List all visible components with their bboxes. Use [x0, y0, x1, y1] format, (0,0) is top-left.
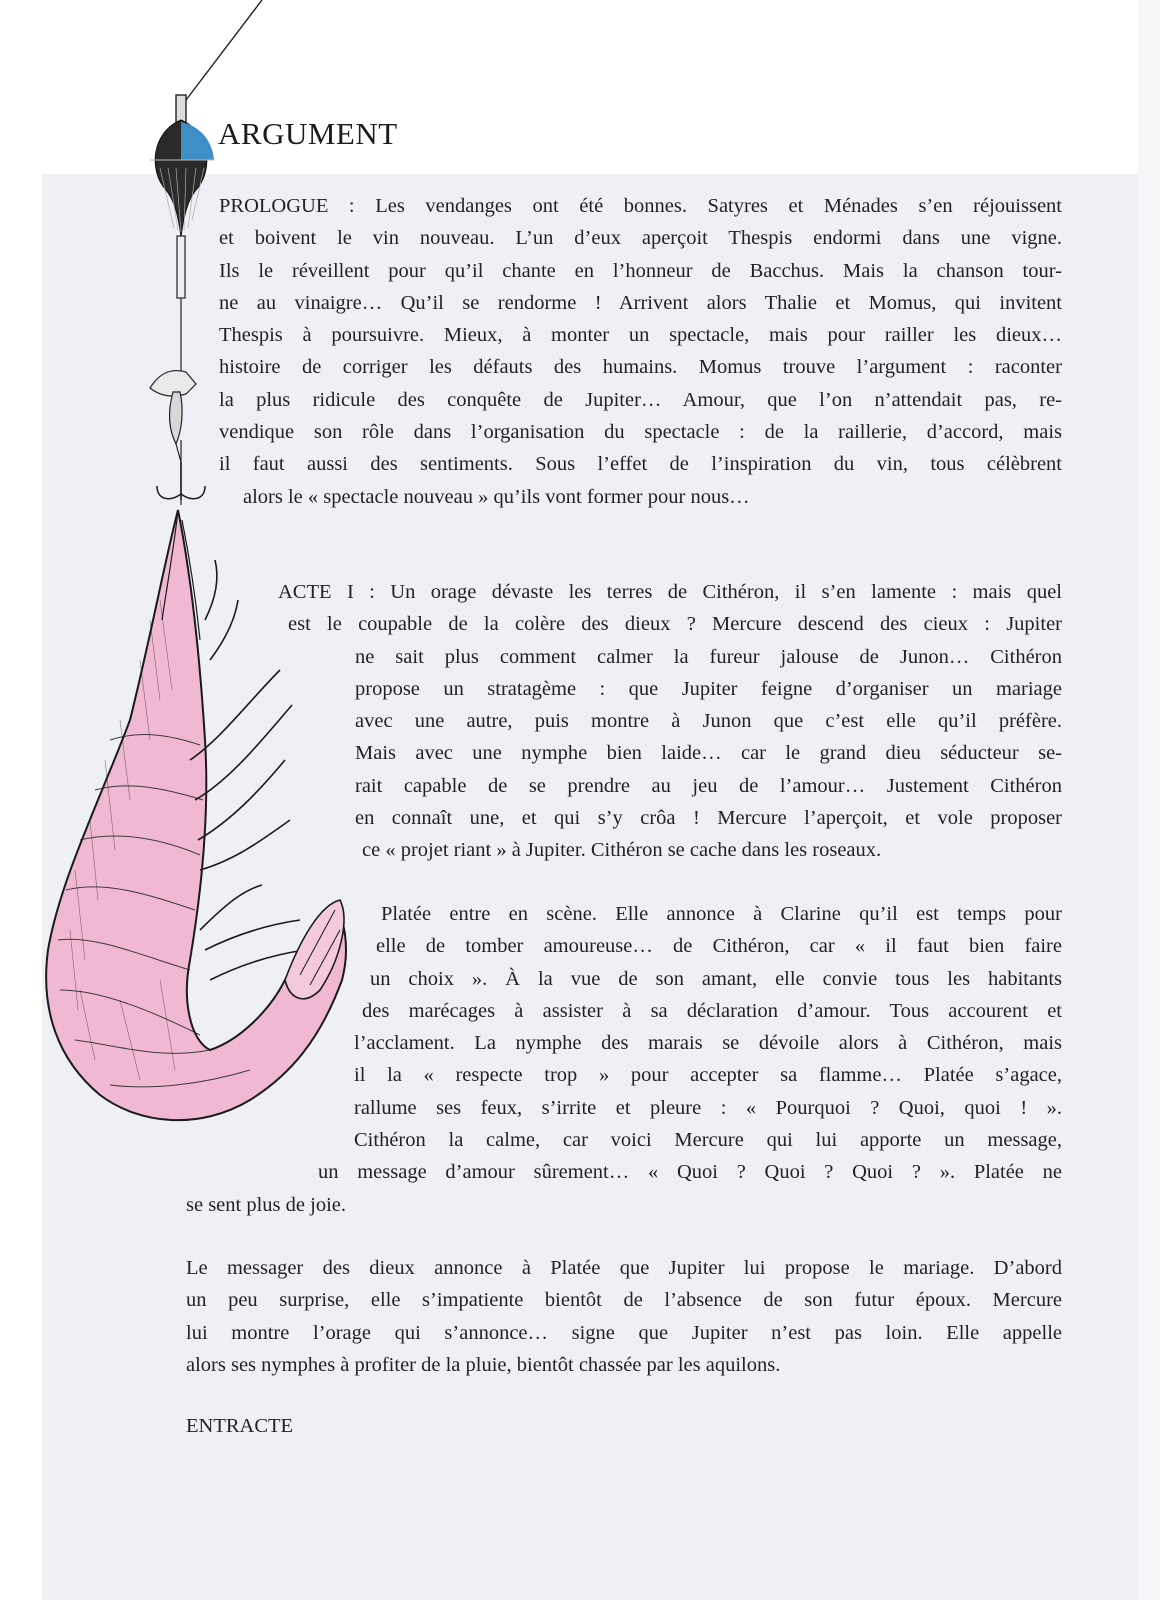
platee-paragraph [186, 898, 1062, 1221]
text-line: il faut aussi des sentiments. Sous l’effet de l’inspiration du vin, tous célèbrent [219, 453, 1062, 476]
text-line: alors le « spectacle nouveau » qu’ils vont former pour nous… [243, 485, 750, 508]
fishing-line-icon [183, 0, 262, 104]
prologue-paragraph [219, 190, 1062, 513]
text-line: Le messager des dieux annonce à Platée que Jupiter lui propose le mariage. D’abord [186, 1257, 1062, 1279]
text-line: ce « projet riant » à Jupiter. Cithéron se cache dans les roseaux. [362, 839, 882, 862]
text-line: est le coupable de la colère des dieux ? Mercure descend des cieux : Jupiter [288, 613, 1062, 636]
page-title: ARGUMENT [218, 116, 398, 151]
text-line: vendique son rôle dans l’organisation du spectacle : de la raillerie, d’accord, mais [219, 421, 1062, 444]
text-line: ne au vinaigre… Qu’il se rendorme ! Arrivent alors Thalie et Momus, qui invitent [219, 291, 1062, 314]
fish-hook-icon [157, 462, 205, 500]
text-line: elle de tomber amoureuse… de Cithéron, car « il faut bien faire [376, 935, 1062, 958]
text-line: un peu surprise, elle s’impatiente bientôt de l’absence de son futur époux. Mercure [186, 1289, 1062, 1312]
text-line: Platée entre en scène. Elle annonce à Clarine qu’il est temps pour [381, 903, 1062, 925]
text-line: Cithéron la calme, car voici Mercure qui lui apporte un message, [354, 1129, 1062, 1152]
text-line: avec une autre, puis montre à Junon que c’est elle qu’il préfère. [355, 710, 1062, 733]
text-line: rait capable de se prendre au jeu de l’amour… Justement Cithéron [355, 774, 1062, 797]
text-line: ACTE I : Un orage dévaste les terres de Cithéron, il s’en lamente : mais quel [278, 581, 1062, 603]
text-line: la plus ridicule des conquête de Jupiter… Amour, que l’on n’attendait pas, re- [219, 388, 1062, 411]
text-line: lui montre l’orage qui s’annonce… signe que Jupiter n’est pas loin. Elle appelle [186, 1321, 1062, 1344]
fishing-lure-icon [150, 371, 196, 462]
messager-paragraph [186, 1252, 1062, 1381]
text-line: propose un stratagème : que Jupiter feigne d’organiser un mariage [355, 677, 1062, 700]
text-line: l’acclament. La nymphe des marais se dévoile alors à Cithéron, mais [354, 1032, 1062, 1055]
text-line: histoire de corriger les défauts des humains. Momus trouve l’argument : raconter [219, 356, 1062, 379]
text-line: se sent plus de joie. [186, 1193, 346, 1216]
text-line: un message d’amour sûrement… « Quoi ? Quoi ? Quoi ? ». Platée ne [318, 1161, 1062, 1184]
text-line: Mais avec une nymphe bien laide… car le grand dieu séducteur se- [355, 742, 1062, 765]
text-line: Thespis à poursuivre. Mieux, à monter un spectacle, mais pour railler les dieux… [219, 324, 1062, 347]
text-line: PROLOGUE : Les vendanges ont été bonnes. Satyres et Ménades s’en réjouissent [219, 195, 1062, 217]
text-line: Ils le réveillent pour qu’il chante en l’honneur de Bacchus. Mais la chanson tour- [219, 259, 1062, 282]
acte1-paragraph [278, 576, 1062, 867]
text-line: et boivent le vin nouveau. L’un d’eux aperçoit Thespis endormi dans une vigne. [219, 227, 1062, 250]
text-line: il la « respecte trop » pour accepter sa flamme… Platée s’agace, [354, 1064, 1062, 1087]
entracte-heading: ENTRACTE [186, 1415, 294, 1437]
text-line: des marécages à assister à sa déclaration d’amour. Tous accourent et [362, 999, 1062, 1022]
text-line: rallume ses feux, s’irrite et pleure : « Pourquoi ? Quoi, quoi ! ». [354, 1096, 1062, 1119]
text-line: en connaît une, et qui s’y crôa ! Mercure l’aperçoit, et vole proposer [355, 807, 1062, 830]
fishing-float-icon [150, 95, 214, 298]
text-line: alors ses nymphes à profiter de la pluie, bientôt chassée par les aquilons. [186, 1353, 781, 1376]
text-line: un choix ». À la vue de son amant, elle convie tous les habitants [370, 967, 1062, 990]
text-line: ne sait plus comment calmer la fureur jalouse de Junon… Cithéron [355, 645, 1062, 668]
